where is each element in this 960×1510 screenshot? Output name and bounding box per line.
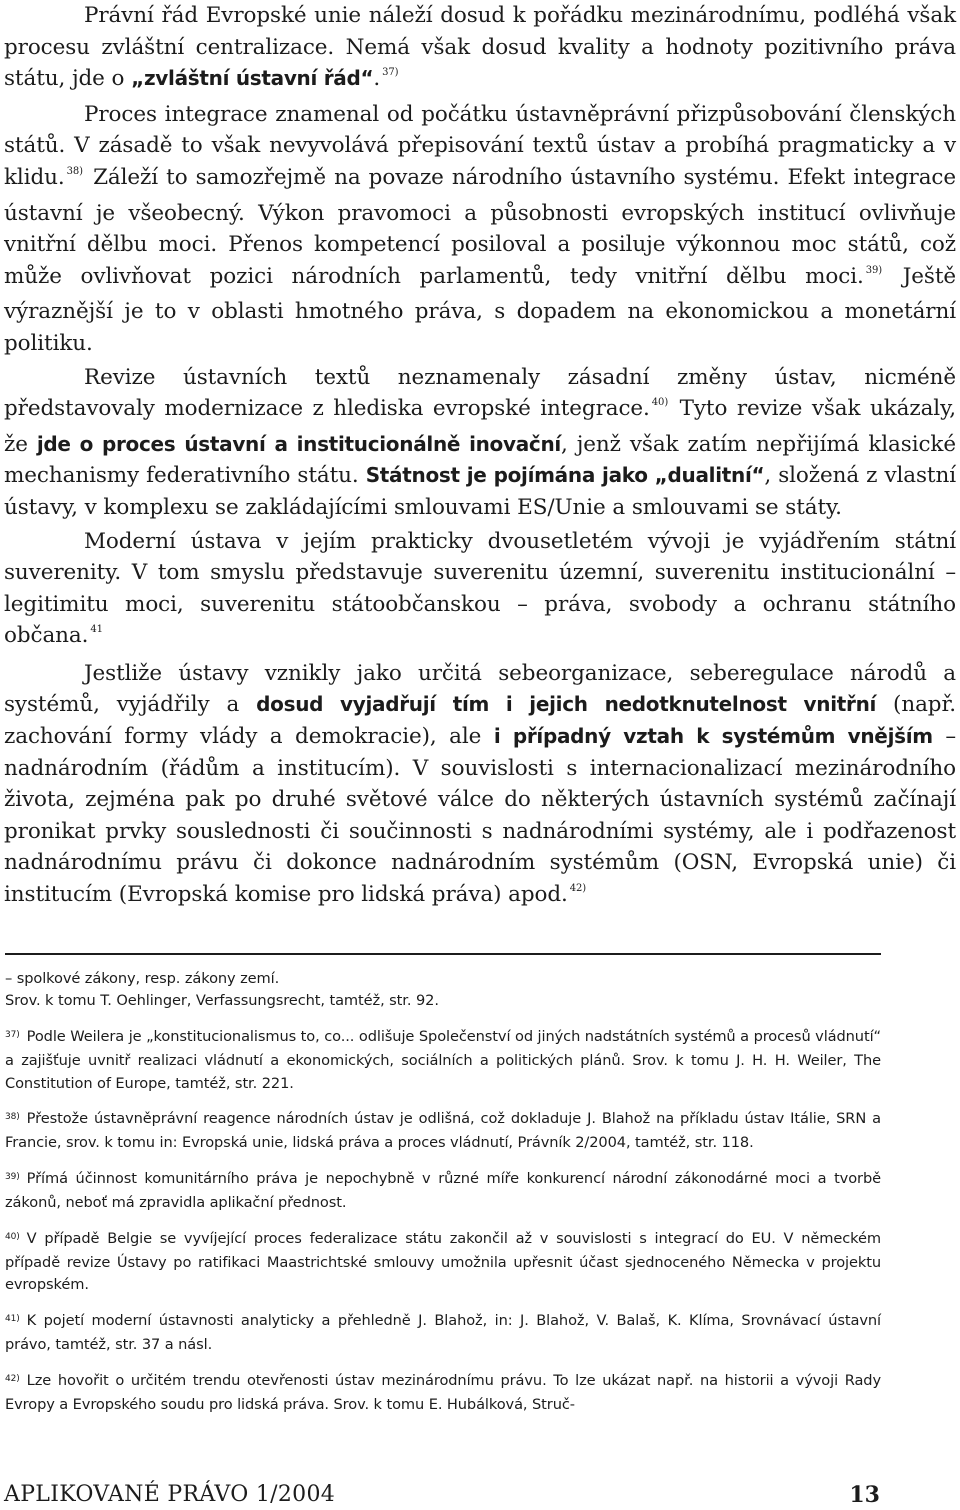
page-number: 13 bbox=[849, 1482, 880, 1508]
paragraph-5 bbox=[4, 658, 956, 915]
main-text bbox=[4, 0, 956, 915]
footnote-number: 38) bbox=[5, 1112, 20, 1123]
emphasis-text: „zvláštní ústavní řád“ bbox=[131, 66, 374, 91]
text-run: Proces integrace znamenal od počátku ústavněprávní přizpůsobování členských států. V zásadě to však nevyvolává přepisování textů ústav a probíhá pragmaticky a v klidu. bbox=[4, 101, 956, 190]
text-run: Právní řád Evropské unie náleží dosud k pořádku mezinárodnímu, podléhá však procesu zvláštní centralizace. Nemá však dosud kvality a hodnoty pozitivního práva státu, jde o bbox=[4, 3, 956, 92]
footnote-ref-39[interactable]: 39) bbox=[865, 264, 883, 276]
text-run: , složená z vlastní ústavy, v komplexu se zakládajícími smlouvami ES/Unie a smlouvami se státy. bbox=[4, 463, 956, 520]
footnote-38 bbox=[5, 1108, 881, 1155]
paragraph-1 bbox=[4, 0, 956, 99]
footnote-number: 41) bbox=[5, 1313, 20, 1324]
footnote-42 bbox=[5, 1370, 881, 1417]
footnote-text: Přestože ústavněprávní reagence národních ústav je odlišná, což dokladuje J. Blahož na příkladu ústav Itálie, SRN a Francie, srov. k tomu in: Evropská unie, lidská práva a proces vládnutí, Právník 2/2004, tamtéž, str. 118. bbox=[5, 1110, 881, 1152]
text-run: . bbox=[373, 66, 381, 92]
footnote-ref-42[interactable]: 42) bbox=[569, 883, 587, 895]
footnote-divider bbox=[5, 953, 881, 955]
text-run: Revize ústavních textů neznamenaly zásadní změny ústav, nicméně představovaly modernizace z hlediska evropské integrace. bbox=[4, 364, 956, 422]
text-run: (např. zachování formy vlády a demokracie), ale bbox=[4, 692, 956, 750]
emphasis-text: Státnost je pojímána jako „dualitní“ bbox=[365, 463, 765, 488]
paragraph-4 bbox=[4, 526, 956, 656]
text-run: Jestliže ústavy vznikly jako určitá sebeorganizace, seberegulace národů a systémů, vyjádřily a bbox=[4, 660, 956, 718]
text-run: Tyto revize však ukázaly, že bbox=[4, 396, 957, 457]
footnote-text: Podle Weilera je „konstitucionalismus to, co... odlišuje Společenství od jiných nadstátních systémů a procesů vládnutí“ a zajišťuje uvnitř realizaci vládnutí a ekonomických, sociálních a politických plánů. Srov. k tomu J. H. H. Weiler, The Constitution of Europe, tamtéž, str. 221. bbox=[5, 1027, 881, 1092]
footnotes bbox=[5, 968, 881, 1417]
footnote-continuation: – spolkové zákony, resp. zákony zemí. bbox=[5, 970, 280, 987]
page-footer bbox=[4, 1470, 880, 1510]
footnote-41 bbox=[5, 1310, 881, 1357]
journal-title: APLIKOVANÉ PRÁVO 1/2004 bbox=[4, 1482, 336, 1507]
emphasis-text: jde o proces ústavní a institucionálně inovační bbox=[36, 431, 561, 456]
footnote-40 bbox=[5, 1228, 881, 1297]
footnote-text: K pojetí moderní ústavnosti analyticky a přehledně J. Blahož, in: J. Blahož, V. Balaš, K. Klíma, Srovnávací ústavní právo, tamtéž, str. 37 a násl. bbox=[5, 1311, 881, 1354]
text-run: – nadnárodním (řádům a institucím). V souvislosti s internacionalizací mezinárodního života, zejména pak po druhé světové válce do některých ústavních systémů začínají pronikat prvky souslednosti či součinnosti s nadnárodními systémy, ale i podřazenost nadnárodnímu právu či dokonce nadnárodním systémům (OSN, Evropská unie) či institucím (Evropská komise pro lidská práva) apod. bbox=[4, 724, 957, 908]
footnote-ref-37[interactable]: 37) bbox=[382, 67, 399, 79]
paragraph-2 bbox=[4, 99, 956, 360]
paragraph-3 bbox=[4, 362, 956, 524]
emphasis-text: dosud vyjadřují tím i jejich nedotknutelnost vnitřní bbox=[256, 692, 877, 717]
footnote-number: 42) bbox=[5, 1373, 20, 1384]
text-run: Moderní ústava v jejím prakticky dvousetletém vývoji je vyjádřením státní suverenity. V tom smyslu představuje suverenitu územní, suverenitu institucionální – legitimitu moci, suverenitu státoobčanskou – práva, svobody a ochranu státního občana. bbox=[4, 528, 956, 649]
footnote-number: 40) bbox=[5, 1231, 20, 1242]
footnote-text: Lze hovořit o určitém trendu otevřenosti ústav mezinárodnímu právu. To lze ukázat např. na historii a vývoji Rady Evropy a Evropského soudu pro lidská práva. Srov. k tomu E. Hubálková, Struč- bbox=[5, 1371, 881, 1414]
text-run: Ještě výraznější je to v oblasti hmotného práva, s dopadem na ekonomickou a monetární politiku. bbox=[4, 263, 956, 356]
footnote-37 bbox=[5, 1026, 881, 1095]
emphasis-text: i případný vztah k systémům vnějším bbox=[493, 724, 933, 749]
footnote-number: 39) bbox=[5, 1171, 20, 1182]
footnote-text: V případě Belgie se vyvíjející proces federalizace státu zakončil až v souvislosti s integrací do EU. V německém případě revize Ústavy po ratifikaci Maastrichtské smlouvy umožnila upřesnit účast sjednoceného Německa v projektu evropském. bbox=[5, 1229, 881, 1294]
footnote-number: 37) bbox=[5, 1029, 20, 1040]
text-run: , jenž však zatím nepřijímá klasické mechanismy federativního státu. bbox=[4, 431, 956, 489]
footnote-ref-41[interactable]: 41 bbox=[90, 624, 103, 636]
footnote-text: Přímá účinnost komunitárního práva je nepochybně v různé míře konkurencí národní zákonodárné moci a tvorbě zákonů, neboť má zpravidla aplikační přednost. bbox=[5, 1169, 881, 1212]
footnote-ref-38[interactable]: 38) bbox=[66, 165, 83, 177]
footnote-39 bbox=[5, 1168, 881, 1215]
text-run: Záleží to samozřejmě na povaze národního ústavního systému. Efekt integrace ústavní je všeobecný. Výkon pravomoci a působnosti evropských institucí ovlivňuje vnitřní dělbu moci. Přenos kompetencí posiloval a posiluje výkonnou moc států, což může ovlivňovat pozici národních parlamentů, tedy vnitřní dělbu moci. bbox=[4, 164, 956, 289]
footnote-continuation: Srov. k tomu T. Oehlinger, Verfassungsrecht, tamtéž, str. 92. bbox=[5, 992, 439, 1010]
footnote-ref-40[interactable]: 40) bbox=[651, 397, 669, 409]
